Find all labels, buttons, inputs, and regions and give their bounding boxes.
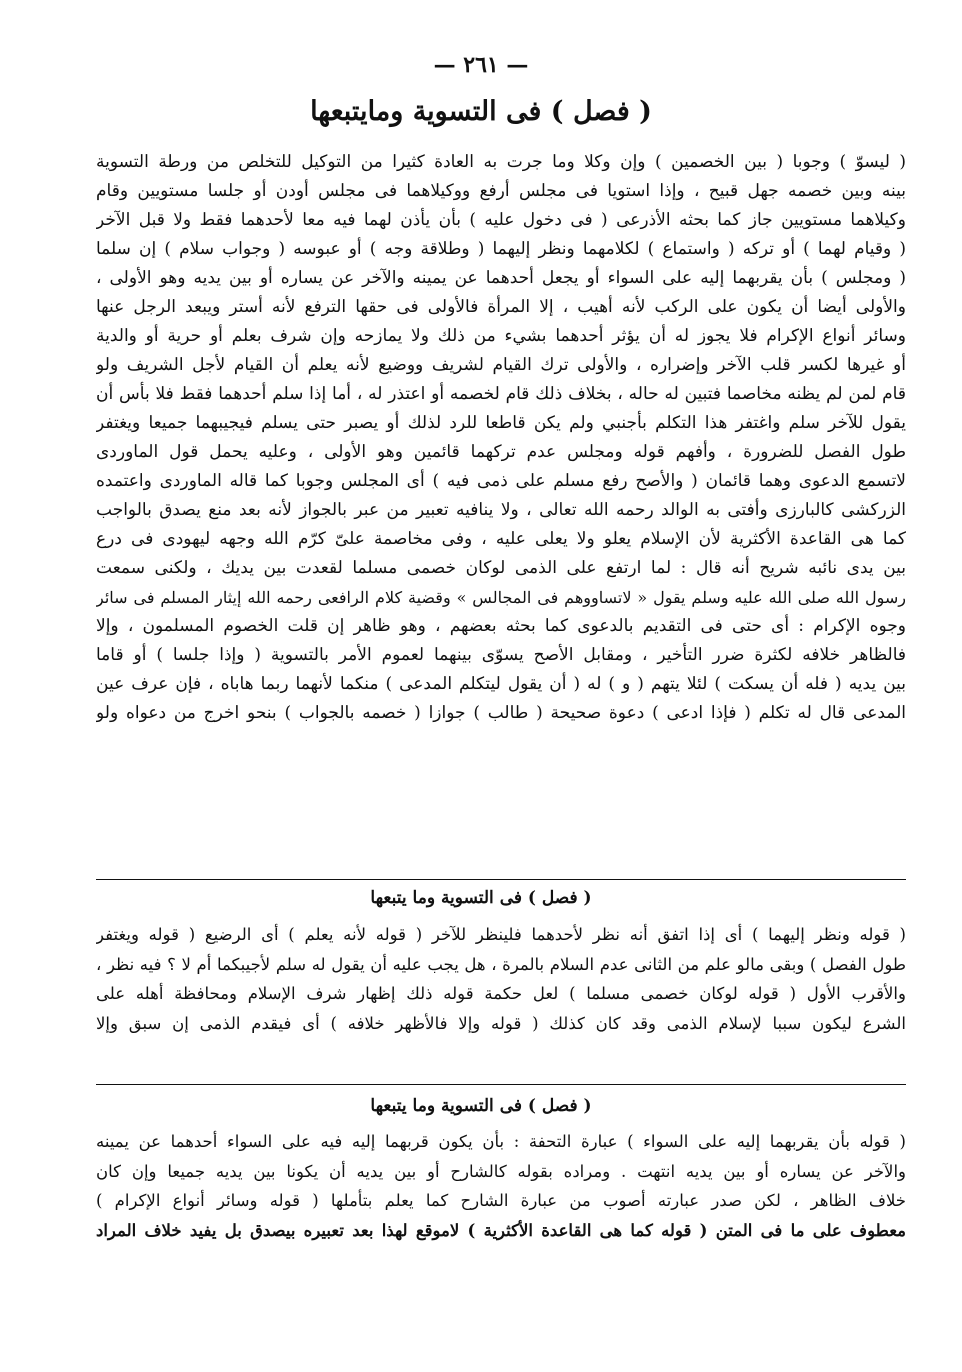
main-line: والأولى أيضا أن يكون على الركب لأنه أهيب ، إلا المرأة فالأولى فى حقها الترفع لأنه أستر ويبعد الرجل عنها (96, 297, 906, 317)
footnote-line: معطوف على ما فى المتن ( قوله كما هى القاعدة الأكثرية ) لاموقع لهذا بعد تعبيره بيصدق بل يفيد خلاف المراد (96, 1220, 906, 1240)
main-text (96, 148, 906, 728)
footnote-heading: ( فصل ) فى التسوية وما يتبعها (370, 1096, 592, 1116)
main-line: المدعى قال له تكلم ( فإذا ادعى ) دعوة صحيحة ( طالب ) جوازا ( خصمه بالجواب ) بنحو اخرج من دعواه ولو (96, 703, 906, 723)
main-line: فالظاهر خلافه لكثرة ضرر التأخير ، ومقابل الأصح يسوّى بينهما لعموم الأمر بالتسوية ( وإذا جلسا ) أو قاما (96, 645, 906, 665)
footnote-line: والآخر عن يساره أو بين يديه انتهت . ومراده بقوله كالشارح أو بين يديه أن يكونا بين يديه جميعا وإن كان (96, 1161, 906, 1181)
footnote-line: والأقرب الأول ( قوله لوكان خصمى مسلما ) لعل حكمة قوله ذلك إظهار شرف الإسلام ومحافظة أهله على (96, 984, 906, 1003)
main-line: قام لمن لم يظنه مخاصما فتبين له حاله ، بخلاف ذلك قام لخصمه أو اعتذر له ، أما إذا سلم أحدهما فقط فلا بأس أن (96, 384, 906, 404)
main-line: ( وقيام لهما ) أو تركه ( واستماع ) لكلامهما ونظر إليهما ( وطلاقة وجه ) أو عبوسه ( وجواب سلام ) إن سلما (96, 239, 906, 259)
main-line: وكيلاهما مستويين جاز كما بحثه الأذرعى ( فى دخول عليه ) بأن يأذن لهما فيه معا لأحدهما فقط ولا قبل الآخر (96, 210, 906, 230)
main-line: بينه وبين خصمه جهل قبيح ، وإذا استويا فى مجلس أرفع ووكيلاهما فى مجلس أودن أو جلسا مستويين وقام (96, 181, 906, 201)
main-line: لاتسمع الدعوى وهما قائمان ( والأصح رفع مسلم على ذمى فيه ) أى المجلس وجوبا كما قاله الماوردى واعتمده (96, 471, 906, 491)
footnote-divider (96, 879, 906, 880)
main-line: ( ومجلس ) بأن يقربهما إليه على السواء أو يجعل أحدهما عن يمينه والآخر عن يساره أو بين يديه وهو الأولى ، (96, 268, 906, 288)
main-line: رسول الله صلى الله عليه وسلم يقول « لاتساووهم فى المجالس » وقضية كلام الرافعى رحمه الله إيثار المسلم فى سائر (96, 588, 906, 607)
main-line: يقول للآخر سلم واغتفر هذا التكلم بأجنبي ولم يكن قاطعا للرد لذلك أو يصبر حتى يسلم فيجيبهما جميعا ويغتفر (96, 413, 906, 433)
footnote-line: ( قوله بأن يقربهما إليه على السواء ) عبارة التحفة : بأن يكون قربهما إليه فيه على السواء أحدهما عن يمينه (96, 1132, 906, 1151)
footnote-line: طول الفصل ) وبقى مالو علم من الثانى عدم السلام بالمرة ، هل يجب عليه أن يقول له سلم لأجيبكما أم لا ؟ فيه نظر ، (96, 954, 906, 974)
main-line: وسائر أنواع الإكرام فلا يجوز له أن يؤثر أحدهما بشيء من ذلك ولا يمازحه وإن شرف بعلم أو حرية أو والدية (96, 326, 906, 346)
page-number: — ٢٦١ — (433, 52, 529, 78)
footnote-block (96, 1127, 906, 1245)
main-line: أو غيرها لكسر قلب الآخر وإضراره ، والأولى ترك القيام لشريف ووضيع لأنه يعلم أن القيام لأجل الشريف ولو (96, 355, 906, 375)
main-line: وجوه الإكرام : أى حتى فى التقديم بالدعوى كما بحثه بعضهم ، وهو ظاهر إن قلت الخصوم المسلمون ، وإلا (96, 616, 906, 636)
main-line: ( ليسوّ ) وجوبا ( بين الخصمين ) وإن وكلا وما جرت به العادة كثيرا من التوكيل للتخلص من ورطة التسوية (96, 152, 906, 172)
main-line: بين يديه ( فله أن يسكت ) لئلا يتهم ( و ) له ( أن يقول ليتكلم المدعى ) منكما لأنهما ربما هاباه ، فإن عرف عين (96, 674, 906, 694)
main-line: طول الفصل للضرورة ، وأفهم قوله ومجلس عدم تركهما قائمين وهو الأولى ، وعليه يحمل قول الماوردى (96, 442, 906, 462)
main-line: الزركشى كالبارزى وأفتى به الوالد رحمه الله تعالى ، ولا ينافيه تعبير من عبر بالجواز لأنه بعد منع يصدق بالواجب (96, 500, 906, 520)
footnote-divider (96, 1084, 906, 1085)
footnote-line: الشرع ليكون سببا لإسلام الذمى وقد كان كذلك ( قوله وإلا فالأظهر خلافه ) أى فيقدم الذمى إن سبق وإلا (96, 1013, 906, 1033)
footnote-line: ( قوله ونظر إليهما ) أى إذا اتفق أنه نظر لأحدهما فلينظر للآخر ( قوله لأنه يعلم ) أى الرضيع ( قوله ويغتفر (96, 925, 906, 944)
footnote-line: خلاف الظاهر ، لكن صدر عبارته أصوب من عبارة الشارح كما يعلم بتأملها ( قوله وسائر أنواع الإكرام ) (96, 1191, 906, 1210)
main-line: بين يدى نائبه شريح أنه قال : لما ارتفع على الذمى لوكان خصمى مسلما لقعدت بين يديك ، ولكنى سمعت (96, 558, 906, 578)
footnote-block (96, 920, 906, 1038)
main-line: كما هى القاعدة الأكثرية لأن الإسلام يعلو ولا يعلى عليه ، وفى مخاصمة علىّ كرّم الله وجهه ليهودى فى درع (96, 529, 906, 549)
chapter-title: ( فصل ) فى التسوية ومايتبعها (310, 96, 652, 127)
footnote-heading: ( فصل ) فى التسوية وما يتبعها (370, 888, 592, 908)
